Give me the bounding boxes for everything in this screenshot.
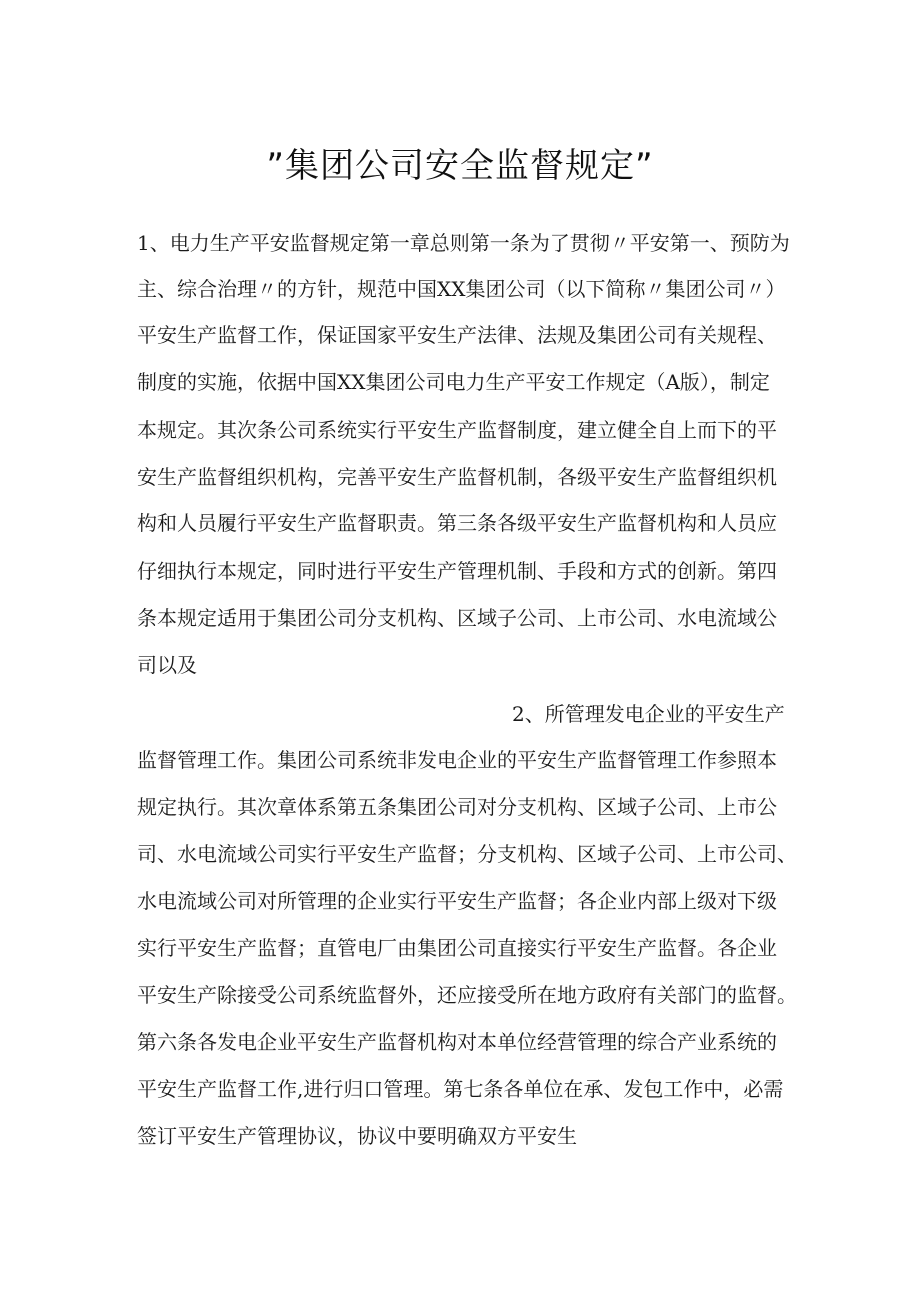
section-heading: 2、所管理发电企业的平安生产 — [512, 702, 785, 726]
text-line: 规定执行。其次章体系第五条集团公司对分支机构、区域子公司、上市公 — [137, 795, 777, 819]
text-line: 构和人员履行平安生产监督职责。第三条各级平安生产监督机构和人员应 — [137, 511, 777, 535]
text-line: 本规定。其次条公司系统实行平安生产监督制度，建立健全自上而下的平 — [137, 418, 777, 442]
text-line: 实行平安生产监督；直管电厂由集团公司直接实行平安生产监督。各企业 — [137, 936, 777, 960]
text-line: 水电流域公司对所管理的企业实行平安生产监督；各企业内部上级对下级 — [137, 889, 777, 913]
text-line: 条本规定适用于集团公司分支机构、区域子公司、上市公司、水电流域公 — [137, 606, 777, 630]
text-line: 1、电力生产平安监督规定第一章总则第一条为了贯彻〃平安第一、预防为 — [137, 231, 790, 255]
text-line: 安生产监督组织机构，完善平安生产监督机制，各级平安生产监督组织机 — [137, 465, 777, 489]
text-line: 制度的实施，依据中国XX集团公司电力生产平安工作规定（A版），制定 — [137, 370, 770, 394]
text-line: 平安生产监督工作,进行归口管理。第七条各单位在承、发包工作中，必需 — [137, 1077, 784, 1101]
document-title: ”集团公司安全监督规定” — [266, 146, 654, 186]
text-line: 监督管理工作。集团公司系统非发电企业的平安生产监督管理工作参照本 — [137, 748, 777, 772]
text-line: 签订平安生产管理协议，协议中要明确双方平安生 — [137, 1124, 577, 1148]
text-line: 仔细执行本规定，同时进行平安生产管理机制、手段和方式的创新。第四 — [137, 559, 777, 583]
text-line: 司以及 — [137, 653, 197, 677]
text-line: 主、综合治理〃的方针，规范中国XX集团公司（以下简称〃集团公司〃） — [137, 277, 786, 301]
text-line: 第六条各发电企业平安生产监督机构对本单位经营管理的综合产业系统的 — [137, 1030, 777, 1054]
text-line: 司、水电流域公司实行平安生产监督；分支机构、区域子公司、上市公司、 — [137, 842, 797, 866]
text-line: 平安生产除接受公司系统监督外，还应接受所在地方政府有关部门的监督。 — [137, 983, 797, 1007]
text-line: 平安生产监督工作，保证国家平安生产法律、法规及集团公司有关规程、 — [137, 323, 777, 347]
